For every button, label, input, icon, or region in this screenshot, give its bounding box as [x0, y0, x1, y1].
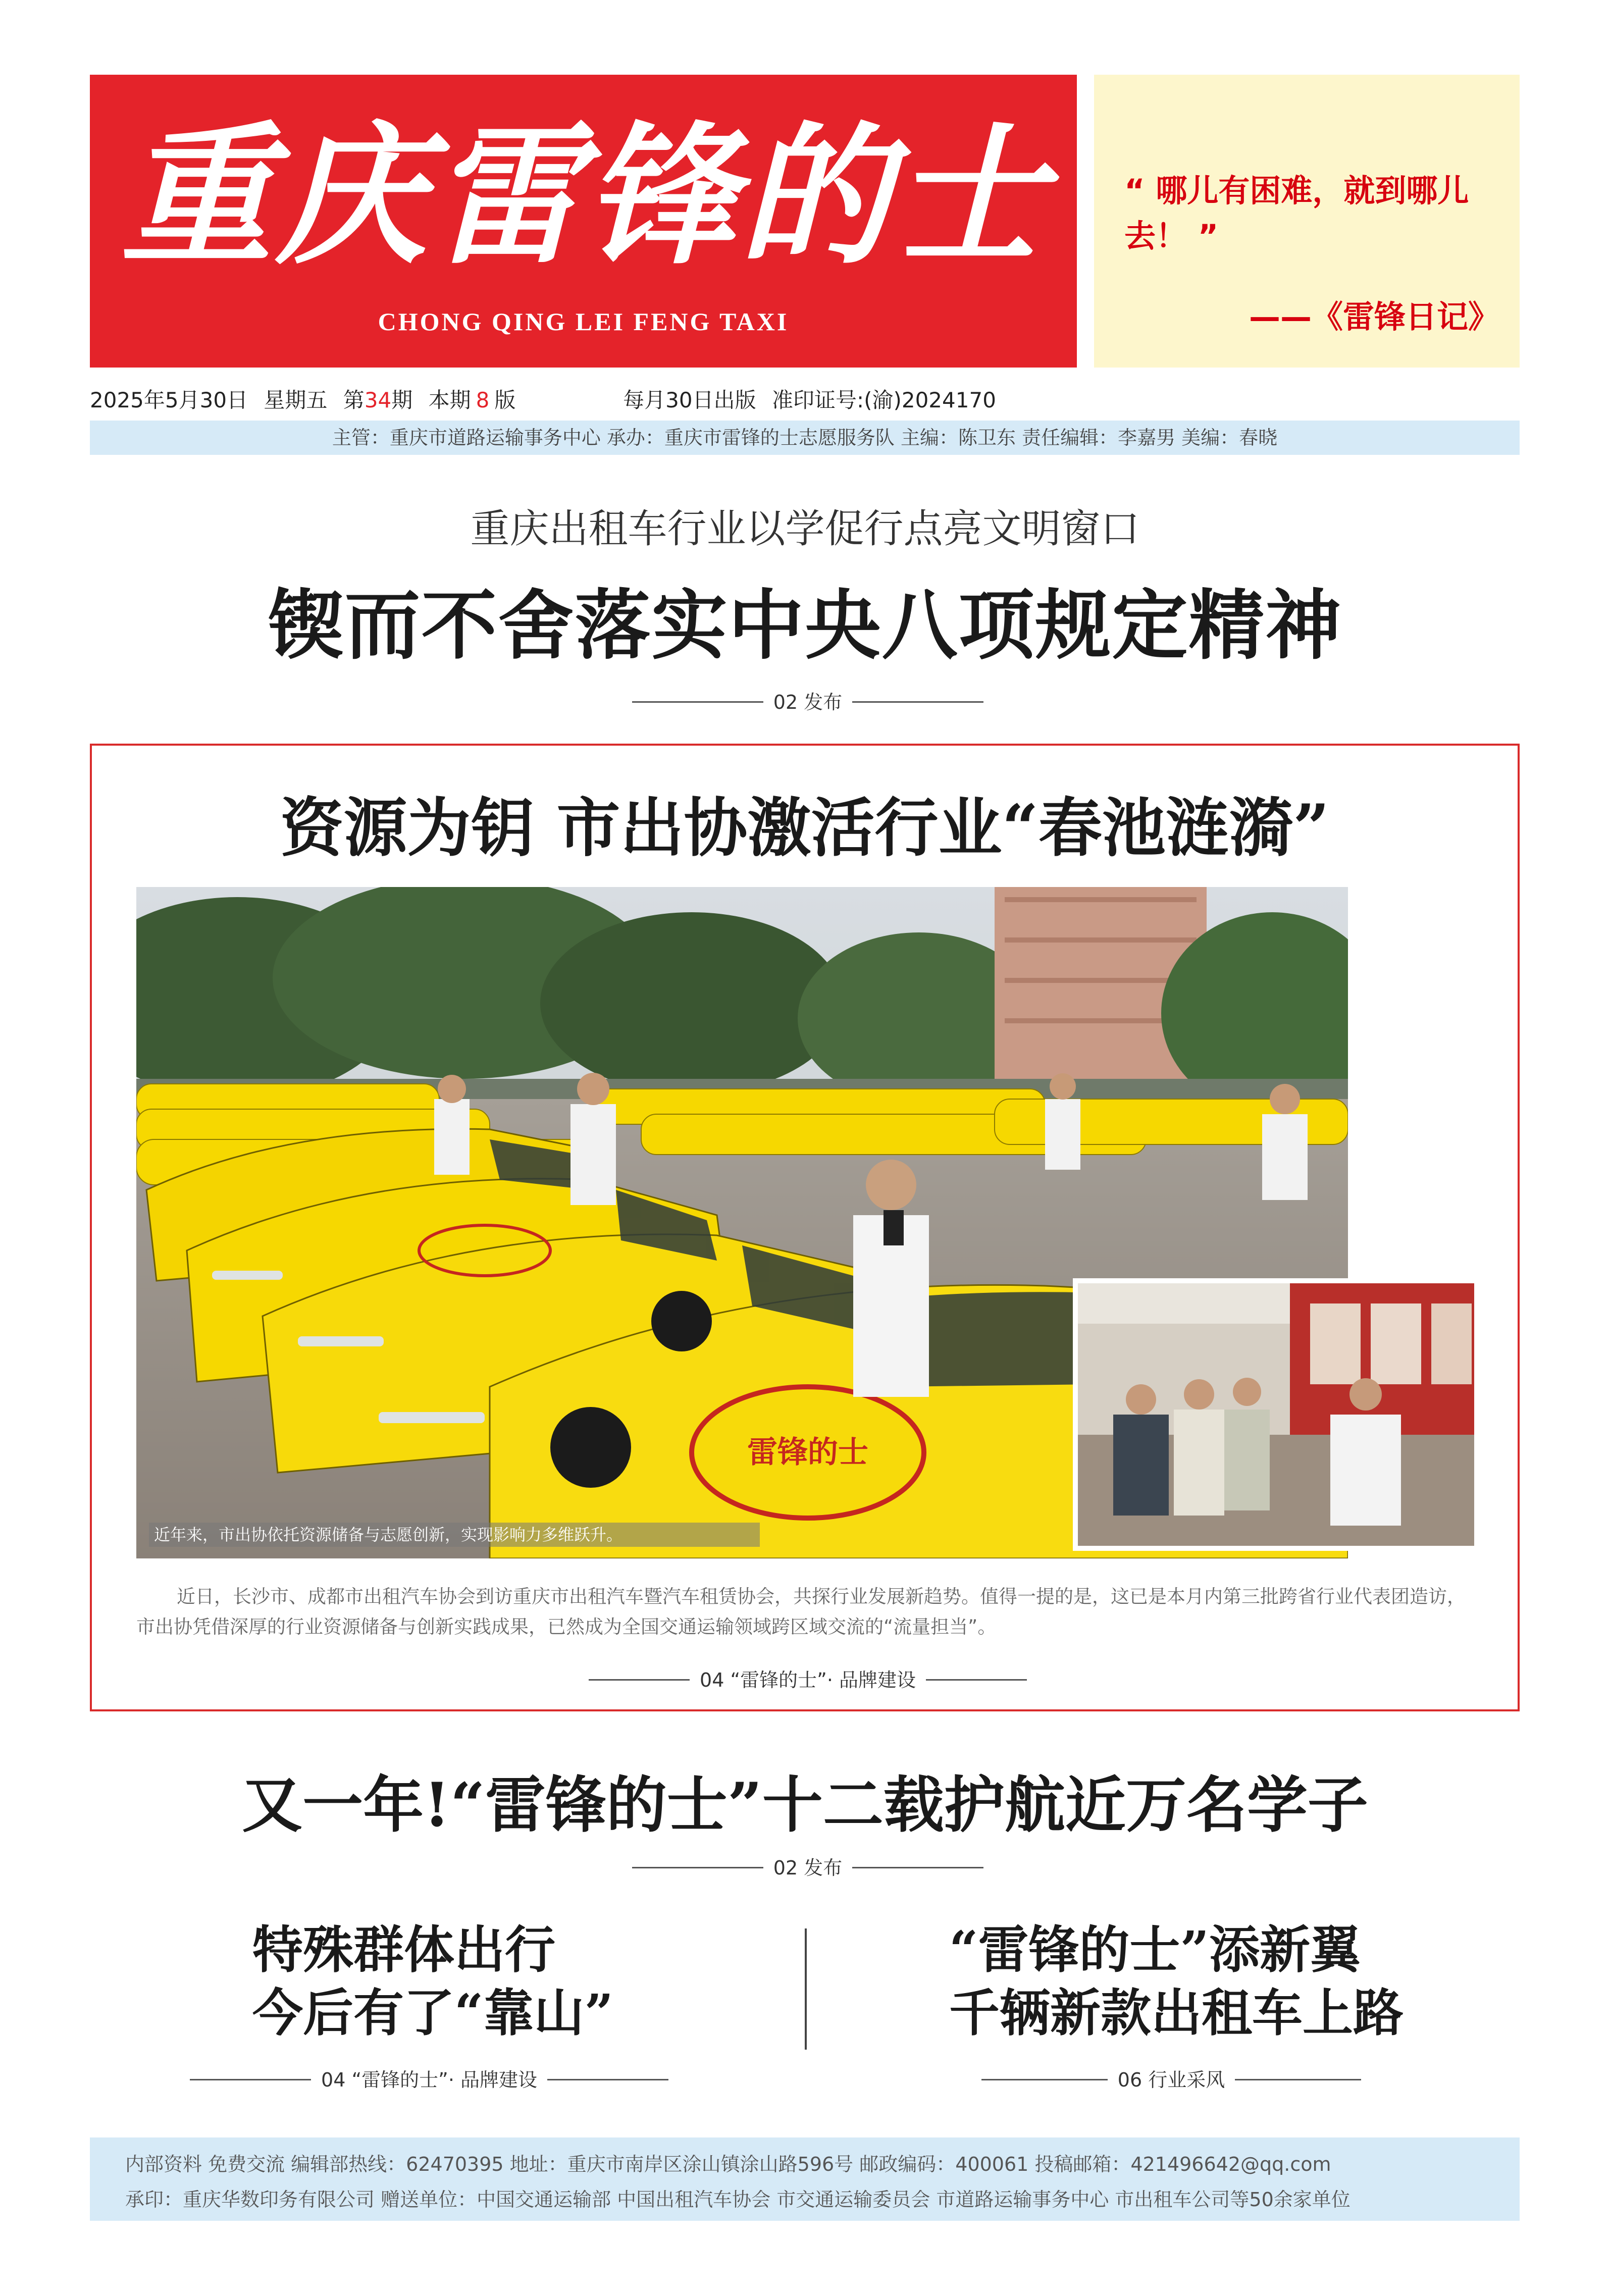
- left-story-section-label: 04 “雷锋的士”· 品牌建设: [321, 2068, 537, 2091]
- feature-section-marker: [555, 1666, 1060, 1691]
- left-story-line2: 今后有了“靠山”: [252, 1983, 614, 2043]
- footer-line-1: 内部资料 免费交流 编辑部热线：62470395 地址：重庆市南岸区涂山镇涂山路596号 邮政编码：400061 投稿邮箱：421496642@qq.com: [125, 2153, 1331, 2175]
- right-story-line2: 千辆新款出租车上路: [949, 1983, 1404, 2043]
- issue-pages: [429, 388, 516, 412]
- masthead-title: 重庆雷锋的士: [121, 107, 1048, 285]
- story2-headline: 又一年!“雷锋的士”十二载护航近万名学子: [242, 1769, 1368, 1841]
- issue-number-suffix: 期: [391, 388, 413, 412]
- left-story-title: [252, 1918, 613, 2045]
- right-story-title: [949, 1918, 1404, 2045]
- footer-line-2: 承印：重庆华数印务有限公司 赠送单位：中国交通运输部 中国出租汽车协会 市交通运输委员会 市道路运输事务中心 市出租车公司等50余家单位: [125, 2188, 1351, 2211]
- issue-number: [343, 388, 412, 412]
- staff-bar: 主管：重庆市道路运输事务中心 承办：重庆市雷锋的士志愿服务队 主编：陈卫东 责任编辑：李嘉男 美编：春晓: [90, 421, 1520, 455]
- quote-box: [1094, 75, 1520, 368]
- right-story-line1: “雷锋的士”添新翼: [949, 1920, 1361, 1979]
- lead-section-marker: [555, 688, 1060, 713]
- issue-number-value: 34: [364, 388, 392, 412]
- quote-source: ——《雷锋日记》: [1249, 298, 1499, 335]
- issue-pages-value: 8: [476, 388, 490, 412]
- issue-date: 2025年5月30日: [90, 388, 248, 412]
- publish-schedule: 每月30日出版: [623, 388, 756, 412]
- issue-info: [90, 384, 1100, 414]
- left-story-line1: 特殊群体出行: [252, 1920, 555, 1979]
- right-story-section-label: 06 行业采风: [1117, 2068, 1225, 2091]
- story2-section-label: 02 发布: [773, 1856, 843, 1879]
- delegation-visit-photo: [1073, 1278, 1479, 1551]
- masthead-logo: [90, 75, 1077, 368]
- column-divider: [805, 1928, 807, 2050]
- print-permit: 准印证号:(渝)2024170: [771, 388, 996, 412]
- issue-number-prefix: 第: [343, 388, 365, 412]
- issue-pages-prefix: 本期: [428, 388, 471, 412]
- issue-weekday: 星期五: [264, 388, 328, 412]
- masthead-subtitle: CHONG QING LEI FENG TAXI: [378, 307, 789, 336]
- hood-badge-text: 雷锋的士: [747, 1435, 868, 1470]
- feature-headline: 资源为钥 市出协激活行业“春池涟漪”: [280, 791, 1330, 865]
- feature-section-label: 04 “雷锋的士”· 品牌建设: [700, 1668, 916, 1691]
- lead-subheadline: 重庆出租车行业以学促行点亮文明窗口: [470, 506, 1140, 552]
- quote-text: “ 哪儿有困难，就到哪儿去！ ”: [1124, 172, 1469, 254]
- lead-section-label: 02 发布: [773, 691, 843, 713]
- footer-info-bar: [90, 2137, 1520, 2221]
- story2-section-marker: [555, 1854, 1060, 1879]
- right-story-section-marker: [944, 2066, 1398, 2091]
- feature-body-text: 近日，长沙市、成都市出租汽车协会到访重庆市出租汽车暨汽车租赁协会，共探行业发展新趋势。值得一提的是，这已是本月内第三批跨省行业代表团造访，市出协凭借深厚的行业资源储备与创新实践成果，已然成为全国交通运输领域跨区域交流的“流量担当”。: [136, 1586, 1466, 1638]
- lead-headline: 锲而不舍落实中央八项规定精神: [268, 581, 1342, 670]
- left-story-section-marker: [151, 2066, 707, 2091]
- photo-caption: 近年来，市出协依托资源储备与志愿创新，实现影响力多维跃升。: [149, 1523, 760, 1547]
- issue-pages-suffix: 版: [494, 388, 516, 412]
